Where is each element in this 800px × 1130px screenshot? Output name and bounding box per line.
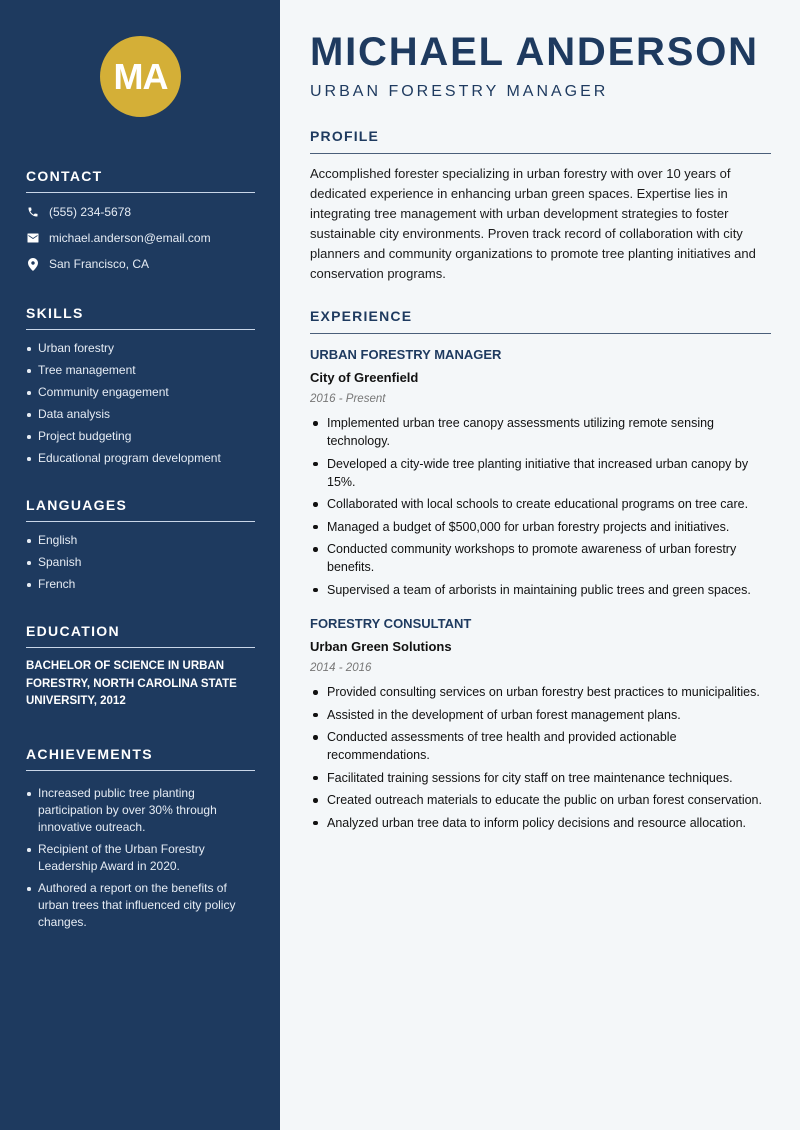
section-heading: LANGUAGES	[26, 497, 255, 522]
contact-email	[26, 225, 255, 251]
phone-icon	[26, 205, 40, 219]
job-title: FORESTRY CONSULTANT	[310, 616, 472, 631]
skill-item: Data analysis	[26, 406, 255, 423]
language-item: Spanish	[26, 554, 255, 571]
job-bullet: Developed a city-wide tree planting initiative that increased urban canopy by 15%.	[310, 455, 771, 491]
job-bullet: Supervised a team of arborists in maintaining public trees and green spaces.	[310, 581, 771, 599]
job-bullet: Facilitated training sessions for city staff on tree maintenance techniques.	[310, 769, 771, 787]
job-bullet: Created outreach materials to educate the public on urban forest conservation.	[310, 791, 771, 809]
skill-item: Community engagement	[26, 384, 255, 401]
job-dates: 2014 - 2016	[310, 662, 372, 674]
experience-section	[310, 308, 771, 334]
location-pin-icon	[26, 257, 40, 271]
education-section	[26, 623, 255, 711]
section-heading: EDUCATION	[26, 623, 255, 648]
section-heading: EXPERIENCE	[310, 308, 771, 334]
job-bullet: Analyzed urban tree data to inform policy decisions and resource allocation.	[310, 814, 771, 832]
contact-phone	[26, 199, 255, 225]
job-company: Urban Green Solutions	[310, 639, 452, 654]
language-item: French	[26, 576, 255, 593]
job-dates: 2016 - Present	[310, 393, 386, 405]
skill-item: Project budgeting	[26, 428, 255, 445]
profile-section	[310, 128, 771, 284]
achievement-item: Increased public tree planting participation by over 30% through innovative outreach.	[26, 785, 255, 836]
skill-item: Tree management	[26, 362, 255, 379]
languages-section	[26, 497, 255, 598]
section-heading: ACHIEVEMENTS	[26, 746, 255, 771]
education-degree: BACHELOR OF SCIENCE IN URBAN FORESTRY, NORTH CAROLINA STATE UNIVERSITY, 2012	[26, 660, 237, 707]
candidate-title: URBAN FORESTRY MANAGER	[310, 83, 609, 100]
skill-item: Educational program development	[26, 450, 255, 467]
sidebar	[0, 0, 280, 1130]
contact-location	[26, 251, 255, 277]
contact-text: michael.anderson@email.com	[49, 231, 211, 245]
job-bullet: Provided consulting services on urban forestry best practices to municipalities.	[310, 683, 771, 701]
achievement-item: Authored a report on the benefits of urban trees that influenced city policy changes.	[26, 880, 255, 931]
achievements-section	[26, 746, 255, 936]
contact-section	[26, 168, 255, 277]
skills-section	[26, 305, 255, 472]
section-heading: CONTACT	[26, 168, 255, 193]
job-bullet: Assisted in the development of urban forest management plans.	[310, 706, 771, 724]
contact-text: San Francisco, CA	[49, 257, 150, 271]
job-bullet: Conducted assessments of tree health and provided actionable recommendations.	[310, 728, 771, 764]
contact-text: (555) 234-5678	[49, 205, 132, 219]
section-heading: SKILLS	[26, 305, 255, 330]
section-heading: PROFILE	[310, 128, 771, 154]
job-entry	[310, 616, 771, 836]
job-bullet: Managed a budget of $500,000 for urban forestry projects and initiatives.	[310, 518, 771, 536]
email-icon	[26, 231, 40, 245]
job-bullet: Implemented urban tree canopy assessments utilizing remote sensing technology.	[310, 414, 771, 450]
achievement-item: Recipient of the Urban Forestry Leadership Award in 2020.	[26, 841, 255, 875]
job-bullet: Collaborated with local schools to create educational programs on tree care.	[310, 495, 771, 513]
job-title: URBAN FORESTRY MANAGER	[310, 347, 502, 362]
avatar: MA	[100, 36, 181, 117]
language-item: English	[26, 532, 255, 549]
job-entry	[310, 347, 771, 603]
candidate-name: MICHAEL ANDERSON	[310, 30, 759, 74]
skill-item: Urban forestry	[26, 340, 255, 357]
job-company: City of Greenfield	[310, 370, 419, 385]
profile-summary: Accomplished forester specializing in urban forestry with over 10 years of dedicated experience in enhancing urban green spaces. Expertise lies in integrating tree management with urban development strategies to foster sustainable city environments. Proven track record of collaboration with city planners and community organizations to promote tree planting initiatives and conservation programs.	[310, 166, 756, 281]
job-bullet: Conducted community workshops to promote awareness of urban forestry benefits.	[310, 540, 771, 576]
